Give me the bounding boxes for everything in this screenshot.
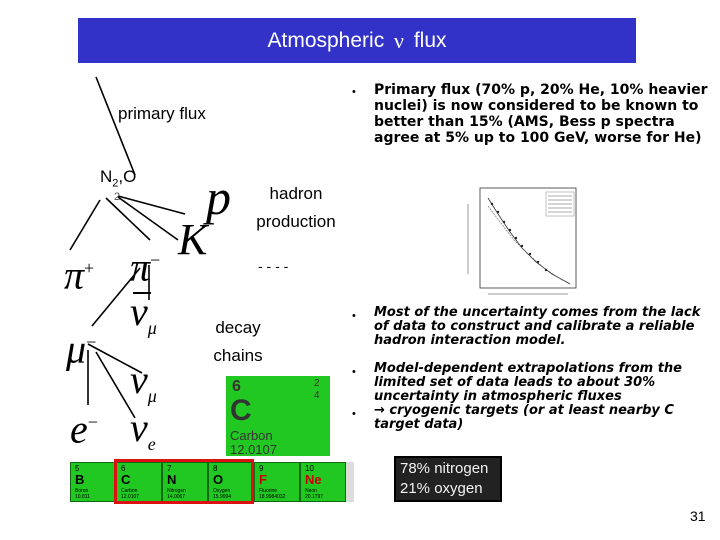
element-symbol: B [75,472,85,487]
target-n: N [100,167,113,186]
nu-mu-letter: ν [130,357,148,402]
carbon-mass: 12.0107 [230,442,277,457]
flux-spectrum-plot [458,184,580,302]
pi-plus-letter: π [64,252,85,298]
bullet-3-arrow: → [374,403,385,418]
periodic-row-edge [346,462,354,502]
nitrogen-percent: 78% nitrogen [400,460,489,477]
cno-highlight-box [114,459,254,504]
primary-flux-arrow-line [96,77,135,175]
carbon-atomic-number: 6 [232,378,241,395]
carbon-name: Carbon [230,428,273,443]
nu-mu-subscript: μ [147,386,157,406]
dashes: - - - - [258,258,289,274]
bullet-3-body: cryogenic targets (or at least nearby C target data) [374,403,679,432]
element-mass: 18.9984032 [259,494,286,500]
element-mass: 14.0067 [167,494,186,500]
element-symbol: O [213,472,224,487]
hadron-production-label: hadron production [256,184,336,231]
element-name: Carbon [121,488,138,494]
top-bullet-text: Primary flux (70% p, 20% He, 10% heavier nuclei) is now considered to be known to better than 15% (AMS, Bess p spectra agree at 5% up to 100 GeV, worse for He) [374,82,708,146]
target-o-subscript: 2 [114,191,121,203]
bullet-2-marker: • [352,366,356,378]
target-n-subscript: 2 [112,177,119,190]
mu-minus-charge: − [86,332,97,352]
primary-flux-label: primary flux [118,104,206,123]
element-mass: 10.811 [75,494,90,500]
pi-plus-symbol [64,248,95,298]
mu-minus-letter: μ [66,326,87,372]
mu-minus-symbol [66,322,97,372]
carbon-shell-config: 2 4 [314,378,320,401]
carbon-element-tile [226,376,330,456]
nu-e-letter: ν [130,405,148,450]
element-number: 8 [213,464,218,473]
line-target-to-pi-plus [70,200,100,250]
oxygen-percent: 21% oxygen [400,480,483,497]
atmosphere-composition-box [394,456,502,502]
top-bullet-marker: • [352,86,356,98]
element-cell-fluorine [254,462,300,502]
element-symbol: F [259,472,267,487]
bullet-1-marker: • [352,310,356,322]
element-number: 6 [121,464,126,473]
element-number: 5 [75,464,80,473]
element-cell-boron [70,462,116,502]
bullet-3-marker: • [352,408,356,420]
target-nuclei-label [100,168,136,192]
element-number: 7 [167,464,172,473]
element-name: Fluorine [259,488,278,494]
nu-e-subscript: e [147,434,156,454]
element-symbol: Ne [305,472,322,487]
nu-e-symbol [130,405,156,464]
element-symbol: C [121,472,131,487]
element-mass: 20.1797 [305,494,324,500]
pi-plus-charge: + [84,258,95,278]
element-number: 9 [259,464,264,473]
element-cell-neon [300,462,346,502]
element-name: Neon [305,488,317,494]
title-suffix: flux [407,28,447,52]
element-symbol: N [167,472,177,487]
pi-minus-letter: π [130,244,151,290]
page-number: 31 [690,508,706,524]
title-nu-symbol: ν [394,27,404,53]
element-number: 10 [305,464,314,473]
e-minus-charge: − [87,412,98,432]
element-mass: 15.9994 [213,494,232,500]
element-name: Boron [75,488,89,494]
flux-spectrum-plot-graphic [458,184,580,302]
element-mass: 12.0107 [121,494,140,500]
bullet-1-text: Most of the uncertainty comes from the lack of data to construct and calibrate a reliable hadron interaction model. [374,305,701,348]
e-minus-letter: e [70,406,88,452]
nu-mu-bar-subscript: μ [147,318,157,338]
decay-chains-label: decay chains [213,318,263,365]
pi-minus-symbol [130,240,161,290]
proton-symbol: p [206,169,231,225]
nu-mu-bar-letter: ν [130,289,148,334]
e-minus-symbol [70,402,98,452]
bullet-2-text: Model-dependent extrapolations from the limited set of data leads to about 30% uncertainty in atmospheric fluxes [374,361,683,404]
element-name: Oxygen [213,488,231,494]
nu-mu-bar-symbol [130,289,157,348]
kaon-symbol: K [178,215,208,264]
target-sep: ,O [118,167,137,186]
carbon-symbol: C [230,394,252,427]
element-name: Nitrogen [167,488,186,494]
bullet-3-text [374,404,716,432]
title-prefix: Atmospheric [267,28,391,52]
pi-minus-charge: − [150,250,161,270]
